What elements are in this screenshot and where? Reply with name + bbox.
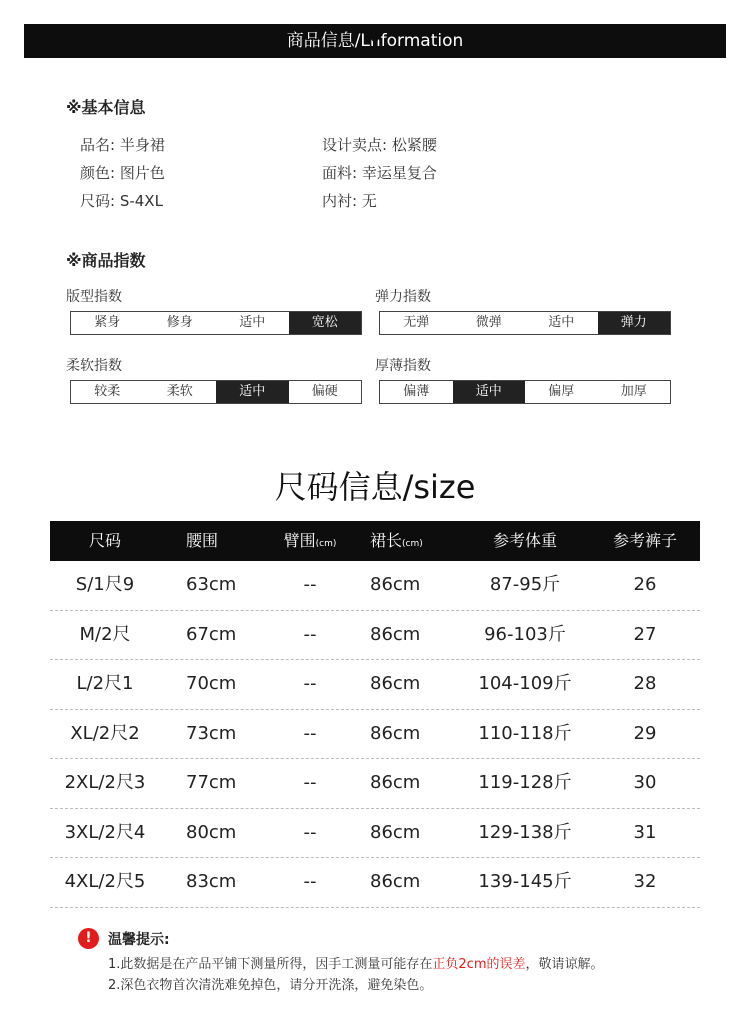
soft-index-scale [70, 380, 362, 404]
size-table [50, 521, 700, 908]
soft-index-label: 柔软指数 [66, 358, 122, 374]
size-title: 尺码信息/size [274, 468, 476, 506]
warning-icon: ! [78, 928, 99, 949]
cell-weight: 104-109斤 [478, 673, 572, 694]
cell-arm: -- [303, 673, 317, 694]
cell-pants: 29 [633, 722, 657, 744]
cell-size: 2XL/2尺3 [64, 772, 146, 793]
table-row [50, 611, 700, 661]
table-row [50, 710, 700, 760]
info-name: 品名: 半身裙 [80, 136, 165, 154]
cell-size: S/1尺9 [75, 574, 135, 595]
cell-arm: -- [303, 871, 317, 892]
table-row [50, 561, 700, 611]
size-table-header [50, 521, 700, 561]
table-row [50, 660, 700, 710]
col-waist [160, 521, 260, 561]
cell-weight: 110-118斤 [478, 722, 572, 744]
cell-arm: -- [303, 772, 317, 793]
cell-arm: -- [303, 821, 317, 843]
info-fabric: 面料: 幸运星复合 [322, 164, 437, 182]
table-row [50, 858, 700, 908]
col-size-label: 尺码 [88, 531, 121, 550]
cell-waist: 70cm [186, 673, 237, 694]
fit-option: 修身 [166, 315, 193, 330]
cell-arm: -- [303, 623, 317, 645]
fit-option: 紧身 [94, 315, 121, 330]
col-arm-label: 臂围 [283, 531, 316, 550]
info-color: 颜色: 图片色 [80, 164, 165, 182]
cell-pants: 32 [633, 871, 657, 892]
cell-weight: 129-138斤 [478, 821, 572, 843]
col-waist-label: 腰围 [186, 531, 219, 550]
cell-waist: 73cm [186, 722, 237, 744]
cell-weight: 119-128斤 [478, 772, 572, 793]
col-arm-unit: (cm) [315, 539, 337, 549]
col-length-label: 裙长 [370, 531, 403, 550]
cell-waist: 83cm [186, 871, 237, 892]
thick-option: 偏厚 [548, 384, 575, 399]
cell-waist: 63cm [186, 574, 237, 595]
col-weight [460, 521, 590, 561]
cell-pants: 30 [633, 772, 657, 793]
cell-arm: -- [303, 722, 317, 744]
col-length [360, 521, 460, 561]
tip-line-2: 2.深色衣物首次清洗难免掉色，请分开洗涤，避免染色。 [108, 978, 433, 993]
cell-length: 86cm [370, 722, 421, 744]
cell-length: 86cm [370, 772, 421, 793]
tips-title: 温馨提示: [108, 932, 170, 948]
table-row [50, 809, 700, 859]
info-size: 尺码: S-4XL [80, 192, 163, 210]
cell-size: L/2尺1 [76, 673, 134, 694]
cell-size: 3XL/2尺4 [64, 821, 146, 843]
col-arm [260, 521, 360, 561]
cell-size: XL/2尺2 [70, 722, 140, 744]
soft-option: 适中 [216, 381, 289, 403]
tip-line-1-text: 1.此数据是在产品平铺下测量所得，因手工测量可能存在 [108, 957, 433, 972]
fit-option: 适中 [239, 315, 266, 330]
cell-size: M/2尺 [79, 623, 131, 645]
table-row [50, 759, 700, 809]
soft-option: 柔软 [166, 384, 193, 399]
cell-length: 86cm [370, 574, 421, 595]
info-design: 设计卖点: 松紧腰 [322, 136, 437, 154]
thick-option: 偏薄 [403, 384, 430, 399]
elastic-option: 适中 [548, 315, 575, 330]
fit-index-label: 版型指数 [66, 289, 122, 305]
cell-pants: 27 [633, 623, 657, 645]
col-length-unit: (cm) [402, 539, 423, 549]
col-weight-label: 参考体重 [492, 531, 557, 550]
cell-length: 86cm [370, 871, 421, 892]
cell-weight: 87-95斤 [489, 574, 561, 595]
elastic-index-label: 弹力指数 [375, 289, 431, 305]
thick-index-label: 厚薄指数 [375, 358, 431, 374]
soft-option: 偏硬 [311, 384, 338, 399]
tip-line-1 [108, 953, 604, 972]
cell-weight: 96-103斤 [484, 623, 566, 645]
tip-line-1-highlight: 正负2cm的误差 [432, 957, 526, 972]
cell-weight: 139-145斤 [478, 871, 572, 892]
thick-option: 适中 [453, 381, 526, 403]
col-pants-label: 参考裤子 [612, 531, 677, 550]
index-heading: ※商品指数 [66, 251, 146, 270]
cell-pants: 31 [633, 821, 657, 843]
col-size [50, 521, 160, 561]
thick-option: 加厚 [620, 384, 647, 399]
cell-waist: 67cm [186, 623, 237, 645]
fit-index-scale [70, 311, 362, 335]
cell-length: 86cm [370, 673, 421, 694]
cell-waist: 80cm [186, 821, 237, 843]
soft-option: 较柔 [94, 384, 121, 399]
size-table-body [50, 561, 700, 908]
fit-option: 宽松 [289, 312, 362, 334]
tip-line-1-end: ，敬请谅解。 [525, 957, 604, 972]
cell-length: 86cm [370, 623, 421, 645]
col-pants [590, 521, 700, 561]
cell-size: 4XL/2尺5 [64, 871, 146, 892]
thick-index-scale [379, 380, 671, 404]
cell-arm: -- [303, 574, 317, 595]
cell-waist: 77cm [186, 772, 237, 793]
elastic-option: 微弹 [475, 315, 502, 330]
info-lining: 内衬: 无 [322, 192, 377, 210]
cell-length: 86cm [370, 821, 421, 843]
banner-title: 商品信息/Lnformation [286, 31, 464, 51]
basic-info-heading: ※基本信息 [66, 98, 146, 117]
banner-arrow-icon [367, 34, 383, 44]
elastic-index-scale [379, 311, 671, 335]
cell-pants: 28 [633, 673, 657, 694]
elastic-option: 弹力 [598, 312, 671, 334]
cell-pants: 26 [633, 574, 657, 595]
elastic-option: 无弹 [403, 315, 430, 330]
